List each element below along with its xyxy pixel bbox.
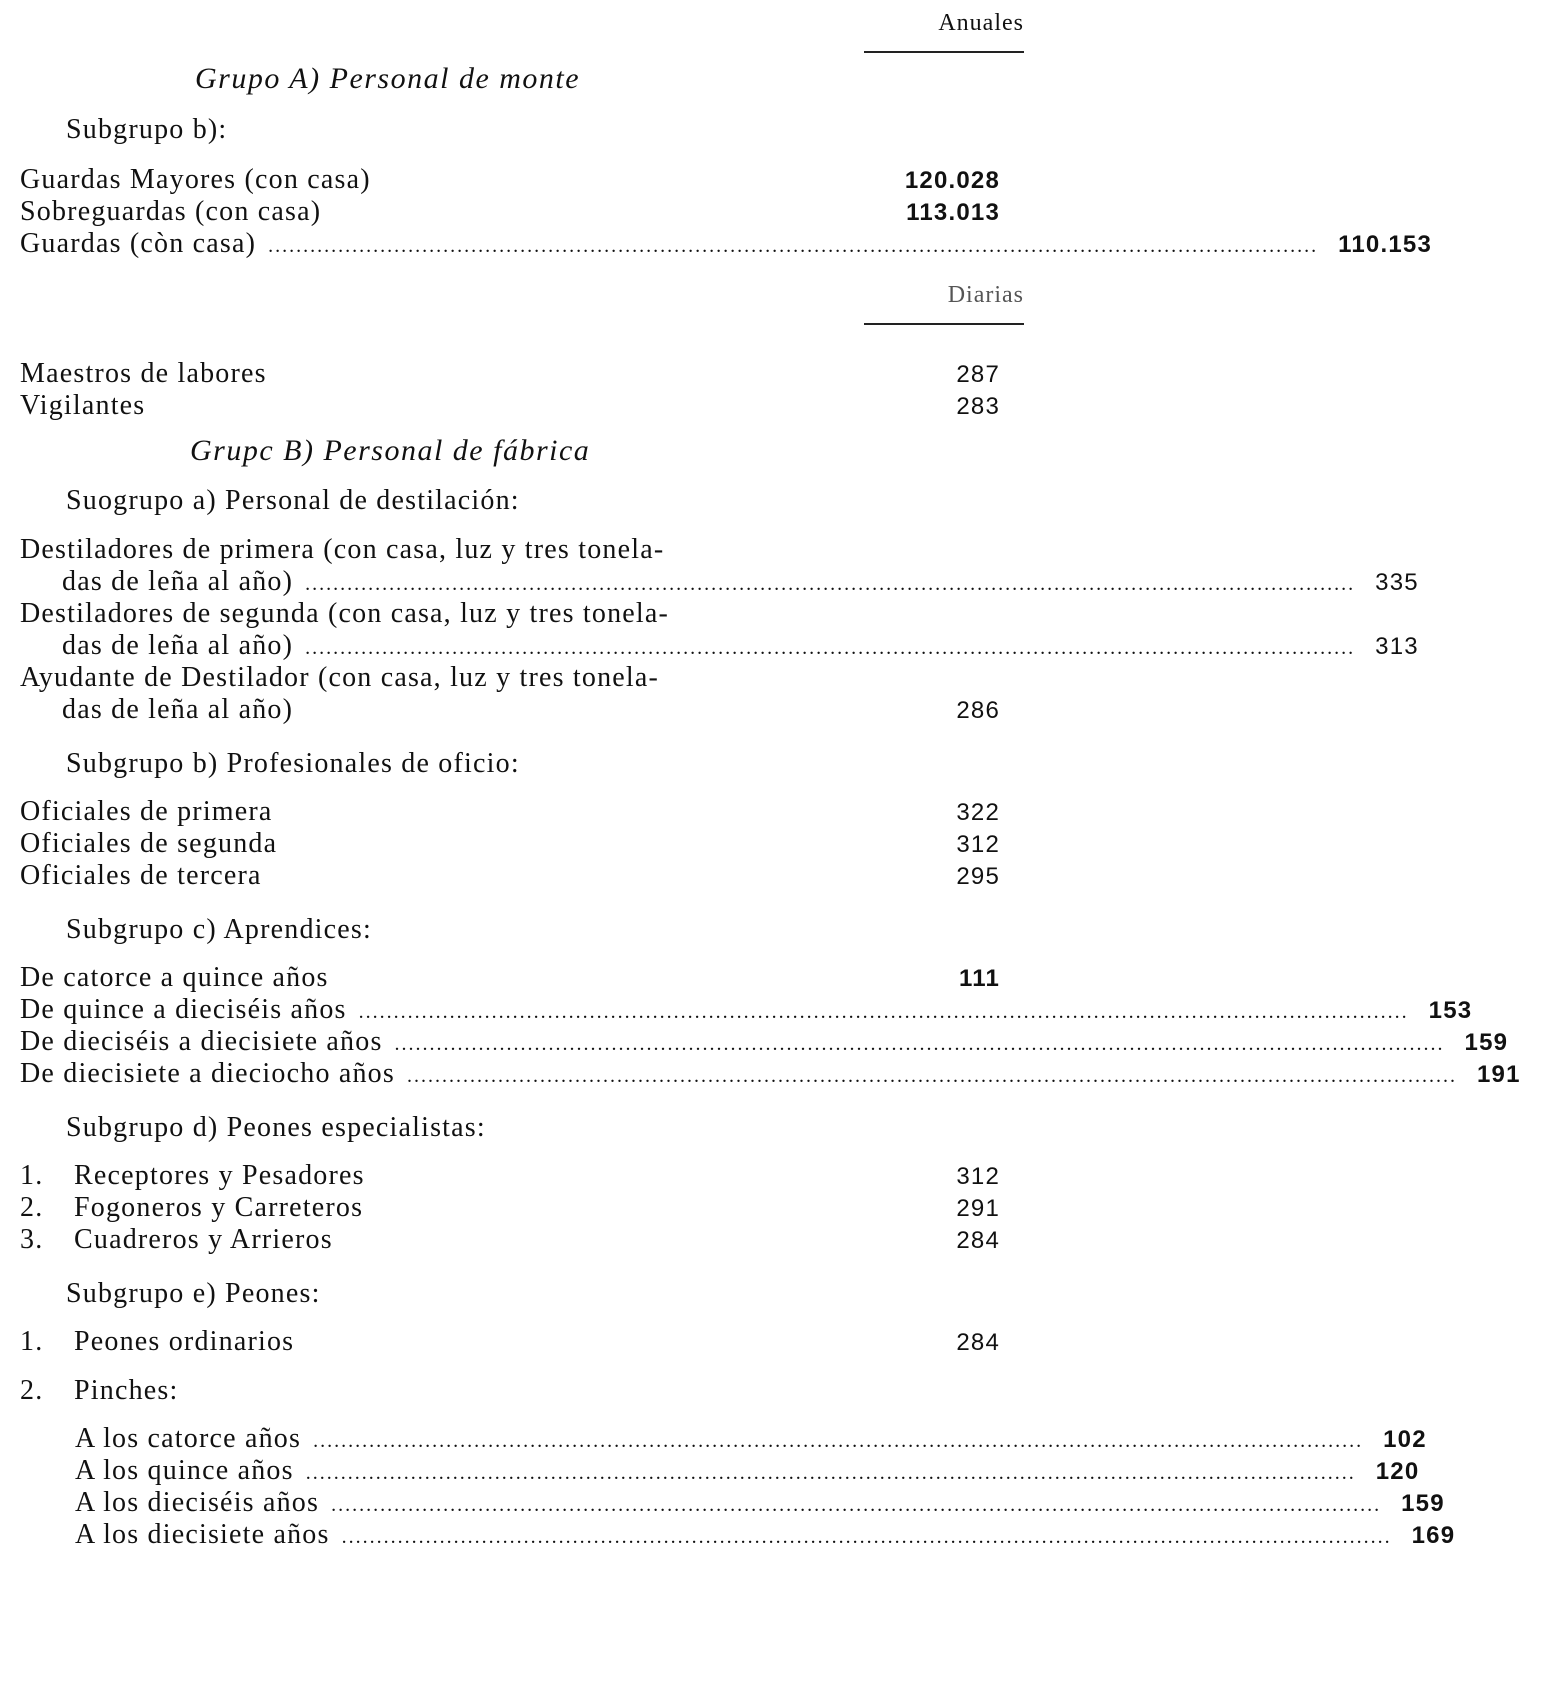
dot-leader: ...................................................................................................................................................... — [331, 1494, 1382, 1516]
table-row — [75, 1455, 1420, 1491]
row-value: 169 — [1411, 1522, 1456, 1549]
dot-leader: ...................................................................................................................................................... — [341, 1526, 1392, 1548]
table-row — [20, 1375, 1030, 1411]
dot-leader: ...................................................................................................................................................... — [406, 1065, 1457, 1087]
row-label: Maestros de labores — [20, 358, 267, 389]
row-value: 322 — [956, 799, 1000, 826]
subgroup-title: Subgrupo b) Profesionales de oficio: — [66, 748, 520, 779]
table-row — [20, 1326, 1030, 1362]
subgroup-title: Subgrupo e) Peones: — [66, 1278, 321, 1309]
row-label: A los dieciséis años — [75, 1487, 320, 1518]
table-row-continuation — [62, 694, 1030, 730]
table-row — [20, 228, 1432, 264]
column-header-anuales — [864, 10, 1024, 53]
row-value: 191 — [1476, 1061, 1521, 1088]
row-value: 284 — [956, 1227, 1000, 1254]
row-number: 1. — [20, 1326, 44, 1357]
table-row — [20, 860, 1030, 896]
table-row — [20, 994, 1473, 1030]
row-value: 120.028 — [904, 167, 1000, 194]
row-value: 284 — [956, 1329, 1000, 1356]
dot-leader: ...................................................................................................................................................... — [394, 1033, 1445, 1055]
table-row — [20, 1058, 1521, 1094]
row-value: 102 — [1383, 1426, 1427, 1453]
table-row-continuation — [62, 630, 1419, 666]
row-value: 335 — [1375, 569, 1419, 596]
header-rule — [864, 323, 1024, 325]
table-row — [20, 358, 1030, 394]
group-b-title: Grupc B) Personal de fábrica — [190, 434, 591, 467]
row-label: De diecisiete a dieciocho años — [20, 1058, 395, 1089]
row-label: Pinches: — [74, 1375, 179, 1406]
row-label: De quince a dieciséis años — [20, 994, 347, 1025]
table-row — [75, 1519, 1456, 1555]
row-label: das de leña al año) — [62, 694, 294, 725]
row-value: 110.153 — [1338, 231, 1432, 258]
row-value: 313 — [1375, 633, 1419, 660]
table-row — [20, 164, 1030, 200]
row-number: 2. — [20, 1192, 44, 1223]
row-label: Cuadreros y Arrieros — [74, 1224, 333, 1255]
row-label: Vigilantes — [20, 390, 146, 421]
row-value: 291 — [956, 1195, 1000, 1222]
diarias-label: Diarias — [947, 282, 1024, 308]
table-row — [75, 1423, 1427, 1459]
row-label: Guardas (còn casa) — [20, 228, 257, 259]
table-row — [20, 534, 1030, 570]
row-label: Sobreguardas (con casa) — [20, 196, 322, 227]
subgroup-title: Subgrupo d) Peones especialistas: — [66, 1112, 486, 1143]
row-value: 113.013 — [906, 199, 1000, 226]
row-label: Oficiales de segunda — [20, 828, 278, 859]
row-value: 295 — [956, 863, 1000, 890]
table-row — [20, 662, 1030, 698]
row-label: A los quince años — [75, 1455, 294, 1486]
row-label: Oficiales de tercera — [20, 860, 262, 891]
anuales-label: Anuales — [938, 10, 1024, 36]
table-row — [20, 1160, 1030, 1196]
row-label: Fogoneros y Carreteros — [74, 1192, 364, 1223]
row-label: De dieciséis a diecisiete años — [20, 1026, 383, 1057]
row-value: 286 — [956, 697, 1000, 724]
dot-leader: ...................................................................................................................................................... — [268, 235, 1319, 257]
row-number: 1. — [20, 1160, 44, 1191]
row-label: A los diecisiete años — [75, 1519, 330, 1550]
table-row — [20, 796, 1030, 832]
column-header-diarias — [864, 282, 1024, 325]
row-label: Destiladores de segunda (con casa, luz y tres tonela- — [20, 598, 670, 629]
row-label: Destiladores de primera (con casa, luz y tres tonela- — [20, 534, 665, 565]
dot-leader: ...................................................................................................................................................... — [305, 573, 1356, 595]
row-number: 3. — [20, 1224, 44, 1255]
row-value: 312 — [956, 1163, 1000, 1190]
table-row — [20, 1224, 1030, 1260]
table-row — [75, 1487, 1445, 1523]
table-row — [20, 196, 1030, 232]
row-value: 153 — [1428, 997, 1473, 1024]
row-value: 287 — [956, 361, 1000, 388]
group-a-title: Grupo A) Personal de monte — [195, 62, 581, 95]
table-row — [20, 390, 1030, 426]
row-value: 159 — [1464, 1029, 1509, 1056]
row-label: Guardas Mayores (con casa) — [20, 164, 371, 195]
table-row — [20, 828, 1030, 864]
dot-leader: ...................................................................................................................................................... — [313, 1430, 1364, 1452]
row-value: 111 — [959, 965, 1000, 992]
row-label: das de leña al año) — [62, 630, 294, 661]
subgroup-title: Subgrupo c) Aprendices: — [66, 914, 372, 945]
row-number: 2. — [20, 1375, 44, 1406]
row-label: Peones ordinarios — [74, 1326, 295, 1357]
row-label: De catorce a quince años — [20, 962, 329, 993]
dot-leader: ...................................................................................................................................................... — [305, 1462, 1356, 1484]
row-label: Receptores y Pesadores — [74, 1160, 365, 1191]
row-value: 312 — [956, 831, 1000, 858]
row-value: 159 — [1401, 1490, 1445, 1517]
dot-leader: ...................................................................................................................................................... — [358, 1001, 1409, 1023]
table-row — [20, 1192, 1030, 1228]
row-value: 120 — [1375, 1458, 1420, 1485]
row-value: 283 — [956, 393, 1000, 420]
row-label: Oficiales de primera — [20, 796, 273, 827]
subgroup-title: Suogrupo a) Personal de destilación: — [66, 485, 520, 516]
row-label: Ayudante de Destilador (con casa, luz y tres tonela- — [20, 662, 660, 693]
subgroup-title: Subgrupo b): — [66, 114, 228, 145]
table-row — [20, 598, 1030, 634]
table-row — [20, 962, 1030, 998]
row-label: das de leña al año) — [62, 566, 294, 597]
row-label: A los catorce años — [75, 1423, 302, 1454]
dot-leader: ...................................................................................................................................................... — [305, 637, 1356, 659]
table-row-continuation — [62, 566, 1419, 602]
header-rule — [864, 51, 1024, 53]
table-row — [20, 1026, 1509, 1062]
